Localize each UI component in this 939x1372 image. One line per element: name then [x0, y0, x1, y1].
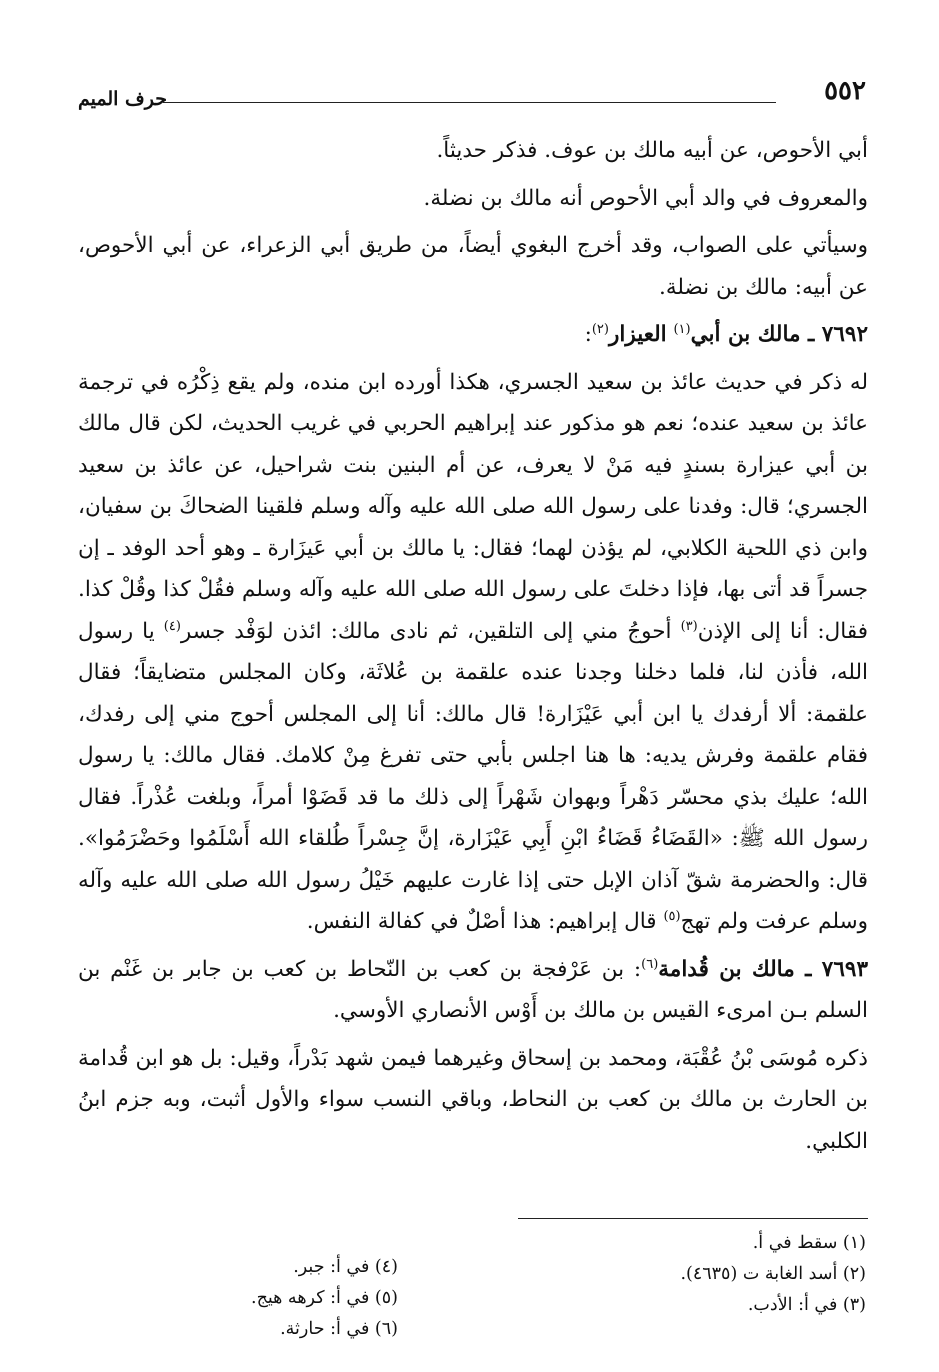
footnote-ref-3: (٣) — [680, 618, 698, 634]
footnotes-left-column — [78, 1252, 398, 1345]
footnote-ref-1: (١) — [673, 321, 691, 337]
running-title: حرف الميم — [78, 88, 167, 110]
book-page — [78, 70, 868, 1350]
footnote-ref-2: (٢) — [591, 321, 609, 337]
entry-7692-heading — [78, 314, 868, 356]
entry-7692-title-b: العيزار — [608, 322, 667, 347]
footnotes-right-column — [486, 1228, 866, 1321]
page-header — [78, 70, 868, 110]
entry-7692-title-a: ٧٦٩٢ ـ مالك بن أبي — [690, 322, 868, 347]
entry-7693-para-2: ذكره مُوسَى بْنُ عُقْبَة، ومحمد بن إسحاق وغيرهما فيمن شهد بَدْراً، وقيل: بل هو ابن قُدامة بن الحارث بن مالك بن كعب بن النحاط، وباقي النسب سواء والأول أثبت، وبه جزم ابنُ الكلبي. — [78, 1045, 868, 1154]
footnote-rule — [518, 1218, 868, 1219]
main-text — [78, 130, 868, 1162]
entry-7693-body — [78, 949, 868, 1032]
footnote-ref-4: (٤) — [163, 618, 181, 634]
footnote-6: (٦) في أ: حارثة. — [280, 1319, 398, 1339]
entry-7692-text-b: أحوجُ مني إلى التلقين، ثم نادى مالك: ائذن لوَفْد جسر — [180, 618, 672, 644]
entry-7692-colon: : — [584, 322, 592, 347]
entry-7692-text-d: قال إبراهيم: هذا أصْلٌ في كفالة النفس. — [306, 909, 657, 934]
entry-7692-text-a: له ذكر في حديث عائذ بن سعيد الجسري، هكذا أورده ابن منده، ولم يقع ذِكْرُه في ترجمة عائذ بن سعيد عنده؛ نعم هو مذكور عند إبراهيم الحربي في غريب الحديث، لكن قال مالك بن أبي عيزارة بسندٍ فيه مَنْ لا يعرف، عن أم البنين بنت شراحيل، عن عائذ بن سعيد الجسري؛ قال: وفدنا على رسول الله صلى الله عليه وآله وسلم فلقينا الضحاكَ بن سفيان، وابن ذي اللحية الكلابي، لم يؤذن لهما؛ فقال: يا مالك بن أبي عَيزَارة ـ وهو أحد الوفد ـ إن جسراً قد أتى بها، فإذا دخلتَ على رسول الله صلى الله عليه وآله وسلم فقُلْ كذا وقُلْ كذا. فقال: أنا إلى الإذن — [78, 369, 868, 644]
paragraph-1: أبي الأحوص، عن أبيه مالك بن عوف. فذكر حديثاً. — [436, 138, 868, 163]
paragraph-3: وسيأتي على الصواب، وقد أخرج البغوي أيضاً، من طريق أبي الزعراء، عن أبي الأحوص، عن أبيه: مالك بن نضلة. — [78, 233, 868, 300]
footnote-ref-5: (٥) — [663, 908, 681, 924]
footnote-1: (١) سقط في أ. — [752, 1233, 866, 1253]
entry-7693-title: ٧٦٩٣ ـ مالك بن قُدامة — [658, 956, 868, 982]
footnote-3: (٣) في أ: الأدب. — [747, 1295, 866, 1315]
header-rule — [163, 102, 776, 103]
footnote-4: (٤) في أ: جبر. — [293, 1257, 398, 1277]
entry-7693-text: : بن عَرْفجة بن كعب بن النّحاط بن كعب بن جابر بن غَنْم بن السلم بـن امرىء القيس بن مالك بن أَوْس الأنصاري الأوسي. — [78, 956, 868, 1023]
footnote-2: (٢) أسد الغابة ت (٤٦٣٥). — [680, 1264, 866, 1284]
page-number: ٥٥٢ — [824, 76, 866, 106]
footnote-5: (٥) في أ: كرهه هيج. — [251, 1288, 398, 1308]
entry-7692-text-c: يا رسول الله، فأذن لنا، فلما دخلنا وجدنا عنده علقمة بن عُلاثَة، وكان المجلس متضايقاً؛ فقال علقمة: ألا أرفدك يا ابن أبي عَيْزَارة! قال مالك: أنا إلى المجلس أحوج مني إلى رفدك، فقام علقمة وفرش يديه: ها هنا اجلس بأبي حتى تفرغ مِنْ كلامك. فقال مالك: يا رسول الله؛ عليك بذي محسّر دَهْراً وبهوان شَهْراً إلى ذلك ما قد قَضَوْا أمراً، وبلغت عُذْراً. فقال رسول الله ﷺ: «القَضَاءُ قَضَاءُ ابْنِ أَبِي عَيْزَارة، إنَّ جِسْراً طُلقاء الله أَسْلَمُوا وحَضْرَمُوا». قال: والحضرمة شقّ آذان الإبل حتى إذا غارت عليهم خَيْلُ رسول الله صلى الله عليه وآله وسلم عرفت ولم تهج — [78, 618, 868, 934]
entry-7692-body — [78, 362, 868, 943]
paragraph-2: والمعروف في والد أبي الأحوص أنه مالك بن نضلة. — [423, 185, 868, 211]
footnote-ref-6: (٦) — [641, 956, 659, 972]
